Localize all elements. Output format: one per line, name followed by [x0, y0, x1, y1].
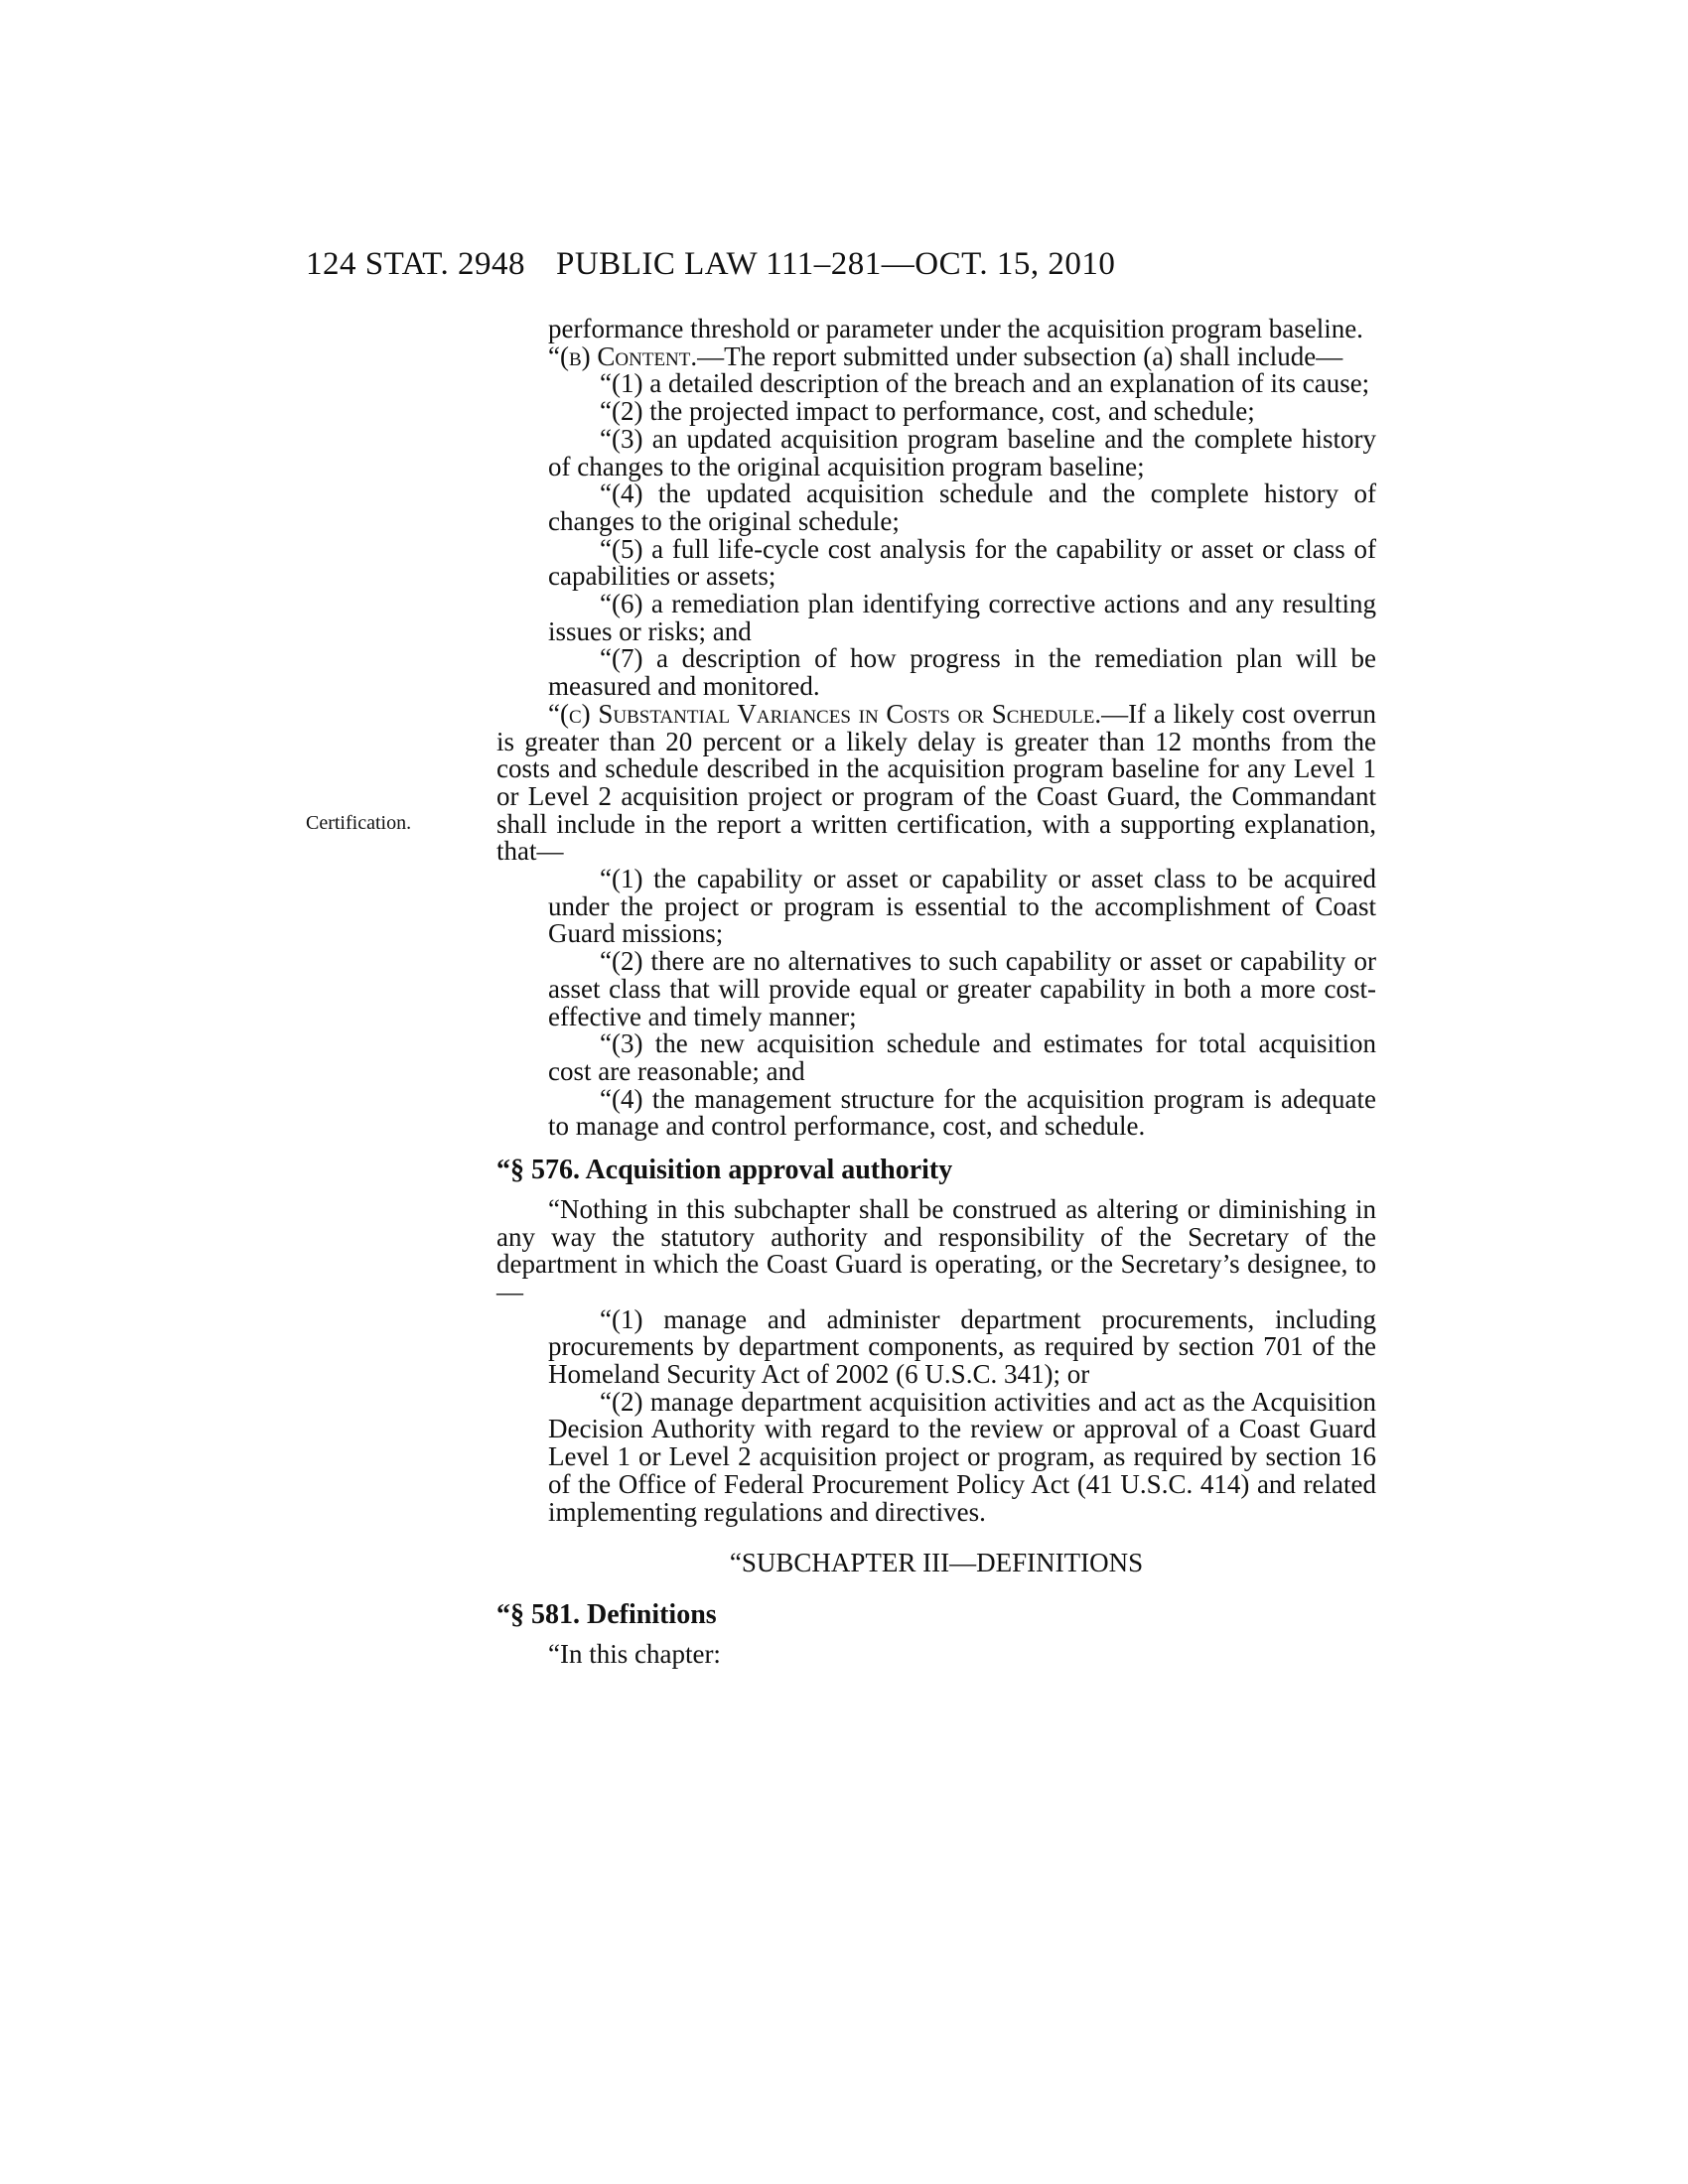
statute-text — [496, 316, 1376, 1668]
subsection-c — [496, 698, 1376, 867]
list-item: “(2) the projected impact to performance, cost, and schedule; — [600, 396, 1255, 427]
subsection-c-label: “(c) Substantial Variances in Costs or Schedule. — [548, 698, 1102, 729]
list-item: “(2) there are no alternatives to such capability or asset or capability or asset class that will provide equal or greater capability in both a more cost-effective and timely manner; — [548, 946, 1376, 1031]
list-item: “(3) an updated acquisition program baseline and the complete history of changes to the original acquisition program baseline; — [548, 423, 1376, 481]
list-item: “(4) the updated acquisition schedule and the complete history of changes to the original schedule; — [548, 478, 1376, 536]
margin-note: Certification. — [306, 812, 412, 834]
list-item: “(1) the capability or asset or capability or asset class to be acquired under the project or program is essential to the accomplishment of Coast Guard missions; — [548, 864, 1376, 949]
subsection-b-list — [496, 370, 1376, 700]
list-item: “(5) a full life-cycle cost analysis for the capability or asset or class of capabilities or assets; — [548, 533, 1376, 592]
section-576-heading: “§ 576. Acquisition approval authority — [496, 1155, 953, 1186]
section-576-intro: “Nothing in this subchapter shall be construed as altering or diminishing in any way the statutory authority and responsibility of the Secretary of the department in which the Coast Guard is operating, or the Secretary’s designee, to— — [496, 1193, 1376, 1306]
list-item: “(2) manage department acquisition activities and act as the Acquisition Decision Authority with regard to the review or approval of a Coast Guard Level 1 or Level 2 acquisition project or program, as required by section 16 of the Office of Federal Procurement Policy Act (41 U.S.C. 414) and related implementing regulations and directives. — [548, 1386, 1376, 1527]
section-581-intro: “In this chapter: — [548, 1638, 721, 1669]
subsection-b — [496, 343, 1376, 371]
subsection-b-text: —The report submitted under subsection (a) shall include— — [697, 341, 1343, 371]
list-item: “(1) a detailed description of the breach and an explanation of its cause; — [600, 368, 1370, 399]
subchapter-heading: “SUBCHAPTER III—DEFINITIONS — [729, 1548, 1144, 1578]
list-item: “(6) a remediation plan identifying corrective actions and any resulting issues or risks; and — [548, 589, 1376, 646]
list-item: “(1) manage and administer department procurements, including procurements by department components, as required by section 701 of the Homeland Security Act of 2002 (6 U.S.C. 341); or — [548, 1303, 1376, 1390]
page-citation: 124 STAT. 2948 — [306, 246, 526, 282]
subsection-b-label: “(b) Content. — [548, 341, 698, 371]
section-576-list — [496, 1303, 1376, 1527]
list-item: “(3) the new acquisition schedule and estimates for total acquisition cost are reasonable; and — [548, 1028, 1376, 1086]
continued-paragraph: performance threshold or parameter under the acquisition program baseline. — [548, 314, 1363, 343]
section-581-heading: “§ 581. Definitions — [496, 1598, 717, 1630]
list-item: “(7) a description of how progress in the remediation plan will be measured and monitored. — [548, 643, 1376, 702]
running-header: PUBLIC LAW 111–281—OCT. 15, 2010 — [556, 246, 1116, 282]
subsection-c-list — [496, 866, 1376, 1141]
subsection-c-text: —If a likely cost overrun is greater than 20 percent or a likely delay is greater than 12 months from the costs and schedule described in the acquisition program baseline for any Level 1 or Level 2 acquisition project or program of the Coast Guard, the Commandant shall include in the report a written certification, with a supporting explanation, that— — [496, 698, 1376, 867]
list-item: “(4) the management structure for the acquisition program is adequate to manage and control performance, cost, and schedule. — [548, 1083, 1376, 1142]
